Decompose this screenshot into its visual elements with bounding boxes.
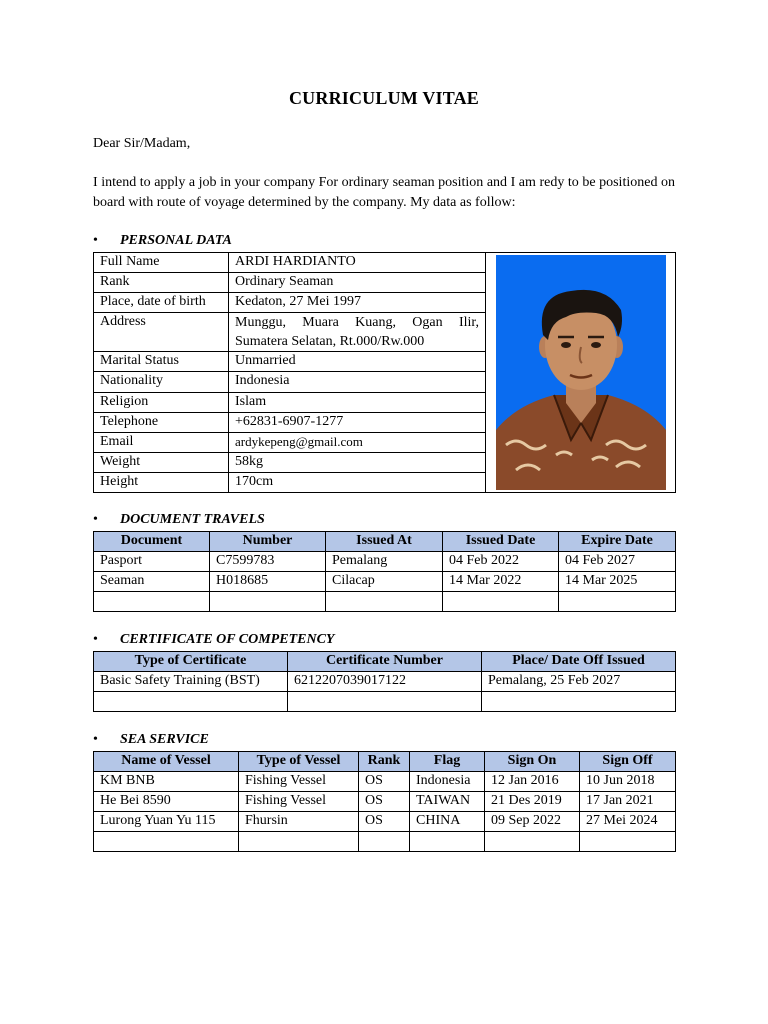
field-label: Weight: [94, 452, 229, 472]
column-header: Document: [94, 532, 210, 552]
field-label: Nationality: [94, 372, 229, 392]
bullet-icon: •: [93, 233, 98, 248]
table-cell: [559, 592, 676, 612]
table-row: [94, 552, 676, 572]
table-cell: Fhursin: [239, 812, 359, 832]
profile-photo: [496, 255, 666, 490]
field-value: ARDI HARDIANTO: [229, 253, 486, 273]
table-cell: 04 Feb 2022: [443, 552, 559, 572]
field-label: Address: [94, 313, 229, 352]
table-row: [94, 672, 676, 692]
table-cell: 14 Mar 2022: [443, 572, 559, 592]
document-travels-table: [93, 531, 676, 612]
field-label: Telephone: [94, 412, 229, 432]
table-row: [94, 772, 676, 792]
table-cell: 10 Jun 2018: [580, 772, 676, 792]
field-value: 170cm: [229, 472, 486, 492]
field-value: Ordinary Seaman: [229, 273, 486, 293]
table-cell: [239, 832, 359, 852]
field-label: Full Name: [94, 253, 229, 273]
greeting: Dear Sir/Madam,: [93, 136, 191, 151]
table-cell: Pasport: [94, 552, 210, 572]
table-header-row: [94, 532, 676, 552]
column-header: Sign Off: [580, 752, 676, 772]
table-cell: [94, 692, 288, 712]
page-title: CURRICULUM VITAE: [288, 88, 480, 108]
table-cell: [580, 832, 676, 852]
table-cell: 04 Feb 2027: [559, 552, 676, 572]
table-cell: Cilacap: [326, 572, 443, 592]
table-row: [94, 253, 676, 273]
column-header: Rank: [359, 752, 410, 772]
field-label: Email: [94, 432, 229, 452]
table-cell: 21 Des 2019: [485, 792, 580, 812]
table-row: [94, 792, 676, 812]
table-cell: OS: [359, 812, 410, 832]
table-cell: [210, 592, 326, 612]
table-header-row: [94, 652, 676, 672]
table-cell: [326, 592, 443, 612]
table-cell: Lurong Yuan Yu 115: [94, 812, 239, 832]
table-header-row: [94, 752, 676, 772]
section-heading-personal: [93, 233, 232, 249]
table-cell: TAIWAN: [410, 792, 485, 812]
table-cell: [485, 832, 580, 852]
bullet-icon: •: [93, 632, 98, 647]
table-row: [94, 592, 676, 612]
table-cell: Fishing Vessel: [239, 792, 359, 812]
table-row: [94, 572, 676, 592]
table-cell: 27 Mei 2024: [580, 812, 676, 832]
column-header: Name of Vessel: [94, 752, 239, 772]
table-cell: 12 Jan 2016: [485, 772, 580, 792]
section-title: PERSONAL DATA: [120, 233, 232, 248]
personal-data-table: [93, 252, 676, 493]
section-heading-documents: [93, 512, 265, 528]
field-label: Marital Status: [94, 352, 229, 372]
table-cell: OS: [359, 792, 410, 812]
bullet-icon: •: [93, 732, 98, 747]
table-cell: 6212207039017122: [288, 672, 482, 692]
table-cell: CHINA: [410, 812, 485, 832]
table-cell: [94, 832, 239, 852]
column-header: Number: [210, 532, 326, 552]
table-cell: [288, 692, 482, 712]
bullet-icon: •: [93, 512, 98, 527]
field-value: 58kg: [229, 452, 486, 472]
column-header: Issued At: [326, 532, 443, 552]
table-cell: [482, 692, 676, 712]
field-label: Religion: [94, 392, 229, 412]
field-value: +62831-6907-1277: [229, 412, 486, 432]
column-header: Flag: [410, 752, 485, 772]
table-cell: Indonesia: [410, 772, 485, 792]
table-cell: H018685: [210, 572, 326, 592]
table-cell: He Bei 8590: [94, 792, 239, 812]
table-cell: Basic Safety Training (BST): [94, 672, 288, 692]
field-label: Place, date of birth: [94, 293, 229, 313]
table-cell: [443, 592, 559, 612]
table-cell: [359, 832, 410, 852]
field-value: Munggu, Muara Kuang, Ogan Ilir, Sumatera Selatan, Rt.000/Rw.000: [229, 313, 486, 352]
table-cell: C7599783: [210, 552, 326, 572]
sea-service-table: [93, 751, 676, 852]
table-cell: 14 Mar 2025: [559, 572, 676, 592]
table-cell: Pemalang: [326, 552, 443, 572]
section-title: CERTIFICATE OF COMPETENCY: [120, 632, 335, 647]
table-cell: [94, 592, 210, 612]
intro-paragraph: I intend to apply a job in your company For ordinary seaman position and I am redy to be positioned on board with route of voyage determined by the company. My data as follow:: [93, 175, 675, 210]
section-title: DOCUMENT TRAVELS: [120, 512, 265, 527]
table-cell: OS: [359, 772, 410, 792]
section-heading-certificates: [93, 632, 334, 648]
field-label: Height: [94, 472, 229, 492]
column-header: Sign On: [485, 752, 580, 772]
table-cell: [410, 832, 485, 852]
column-header: Type of Certificate: [94, 652, 288, 672]
column-header: Type of Vessel: [239, 752, 359, 772]
section-title: SEA SERVICE: [120, 732, 209, 747]
column-header: Expire Date: [559, 532, 676, 552]
field-value: Unmarried: [229, 352, 486, 372]
table-cell: 09 Sep 2022: [485, 812, 580, 832]
field-value: Indonesia: [229, 372, 486, 392]
table-cell: 17 Jan 2021: [580, 792, 676, 812]
field-value: Kedaton, 27 Mei 1997: [229, 293, 486, 313]
photo-cell: [486, 253, 676, 493]
column-header: Certificate Number: [288, 652, 482, 672]
field-value: Islam: [229, 392, 486, 412]
table-cell: Fishing Vessel: [239, 772, 359, 792]
table-row: [94, 692, 676, 712]
field-value: ardykepeng@gmail.com: [229, 432, 486, 452]
column-header: Place/ Date Off Issued: [482, 652, 676, 672]
table-row: [94, 832, 676, 852]
table-cell: KM BNB: [94, 772, 239, 792]
table-cell: Pemalang, 25 Feb 2027: [482, 672, 676, 692]
table-cell: Seaman: [94, 572, 210, 592]
table-row: [94, 812, 676, 832]
column-header: Issued Date: [443, 532, 559, 552]
field-label: Rank: [94, 273, 229, 293]
certificate-table: [93, 651, 676, 712]
section-heading-sea-service: [93, 732, 209, 748]
